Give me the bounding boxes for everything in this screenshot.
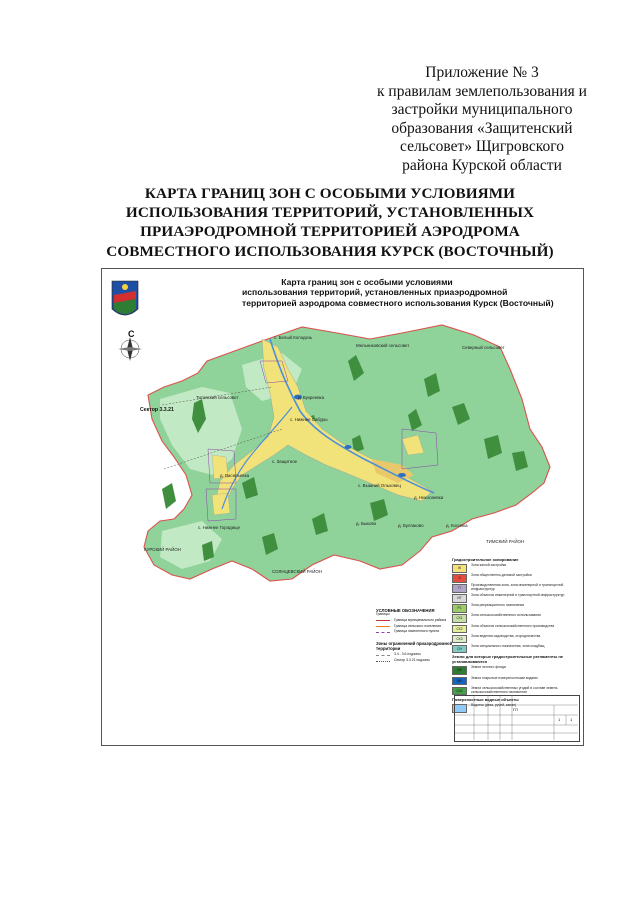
label-bulgakovo: д. Булгаково bbox=[398, 523, 424, 528]
legend-item-text: Земли лесного фонда bbox=[471, 665, 506, 670]
document-title-line-2: ИСПОЛЬЗОВАНИЯ ТЕРРИТОРИЙ, УСТАНОВЛЕННЫХ bbox=[125, 204, 535, 222]
label-bukreevka: д. Букреевка bbox=[298, 395, 325, 400]
legend-item bbox=[452, 677, 572, 686]
appendix-line-2: к правилам землепользования и bbox=[377, 82, 587, 100]
legend-item-text: Зона сельскохозяйственного использования bbox=[471, 613, 541, 618]
legend-item-text: Зона общественно-деловой застройки bbox=[471, 573, 532, 578]
label-vyshnii-olkhovets: с. Вышний Ольховец bbox=[358, 483, 401, 488]
legend-swatch: СХ4 bbox=[452, 687, 467, 696]
legend-left-zone-text: Сектор 3.3.21 подзоны bbox=[394, 658, 430, 663]
legend-left-item-text: Граница населенного пункта bbox=[394, 629, 439, 634]
legend-left-item bbox=[376, 619, 458, 623]
legend-left-item bbox=[376, 630, 458, 634]
coat-of-arms-icon bbox=[112, 281, 138, 315]
legend-item-text: Зона рекреационного назначения bbox=[471, 603, 525, 608]
legend-left-subheading: Границы bbox=[376, 612, 390, 616]
legend-swatch: Ж bbox=[452, 564, 467, 573]
legend-zones-heading: Зоны ограничений приаэродромной территории bbox=[376, 641, 453, 651]
document-title-line-1: КАРТА ГРАНИЦ ЗОН С ОСОБЫМИ УСЛОВИЯМИ bbox=[144, 185, 516, 202]
legend-left bbox=[376, 608, 458, 665]
legend-item bbox=[452, 614, 572, 623]
legend-swatch: ВФ bbox=[452, 677, 467, 686]
label-timsky-raion: ТИМСКИЙ РАЙОН bbox=[486, 539, 525, 544]
north-letter: С bbox=[128, 329, 135, 339]
legend-left-zone-text: 3.4 - 3.6 подзоны bbox=[394, 652, 421, 657]
legend-item bbox=[452, 687, 572, 696]
legend-left-item bbox=[376, 625, 458, 629]
map-title-line-3: территорией аэродрома совместного использования Курск (Восточный) bbox=[242, 297, 554, 308]
legend-swatch: ИТ bbox=[452, 594, 467, 603]
appendix-line-5: сельсовет» Щигровского bbox=[400, 138, 564, 156]
legend-line-swatch bbox=[376, 661, 390, 662]
appendix-line-4: образования «Защитенский bbox=[391, 119, 573, 137]
legend-item bbox=[452, 666, 572, 675]
legend-swatch: СН bbox=[452, 645, 467, 654]
legend-item bbox=[452, 635, 572, 644]
appendix-line-1: Приложение № 3 bbox=[425, 64, 539, 81]
legend-right-items bbox=[452, 564, 572, 653]
label-nizhnie-saburi: с. Нижние Сабуры bbox=[290, 417, 328, 422]
stamp-sheet-num: 1 bbox=[558, 717, 561, 722]
legend-item bbox=[452, 604, 572, 613]
legend-swatch: СХ2 bbox=[452, 625, 467, 634]
legend-item bbox=[452, 584, 572, 593]
legend-right-heading: Градостроительное зонирование bbox=[452, 557, 519, 562]
legend-item-text: Зона ведения садоводства, огородничества bbox=[471, 633, 541, 638]
appendix-line-6: района Курской области bbox=[402, 156, 562, 174]
legend-right bbox=[452, 555, 572, 714]
legend-line-swatch bbox=[376, 632, 390, 633]
label-belyi-kolodez: с. Белый Колодезь bbox=[274, 335, 313, 340]
legend-swatch: ЛФ bbox=[452, 666, 467, 675]
map-title-line-2: использования территорий, установленных приаэродромной bbox=[242, 287, 508, 298]
label-solntsevsky-raion: СОЛНЦЕВСКИЙ РАЙОН bbox=[272, 569, 323, 574]
legend-line-swatch bbox=[376, 655, 390, 656]
compass-icon bbox=[118, 337, 142, 361]
map-title bbox=[242, 277, 554, 308]
appendix-block bbox=[368, 64, 596, 176]
legend-item bbox=[452, 594, 572, 603]
legend-line-swatch bbox=[376, 620, 390, 621]
label-nikolaevka: д. Николаевка bbox=[414, 495, 444, 500]
legend-swatch: СХ3 bbox=[452, 635, 467, 644]
document-title-line-3: ПРИАЭРОДРОМНОЙ ТЕРРИТОРИЕЙ АЭРОДРОМА bbox=[140, 223, 520, 241]
legend-line-swatch bbox=[376, 626, 390, 627]
legend-right-heading-2: Земли для которых градостроительные регламенты не устанавливаются bbox=[452, 654, 563, 664]
legend-left-zone bbox=[376, 659, 458, 663]
stamp-sheet-code: ГП bbox=[513, 707, 519, 712]
legend-item-text: Зона объектов инженерной и транспортной инфраструктур bbox=[471, 593, 565, 598]
legend-left-item-text: Граница муниципального района bbox=[394, 617, 447, 622]
label-vasilyevka: д. Васильевка bbox=[220, 473, 250, 478]
map-sheet bbox=[101, 268, 584, 746]
stamp-sheets-total: 1 bbox=[570, 717, 573, 722]
label-nizhnee-gorodishche: с. Нижнее Городище bbox=[198, 525, 241, 530]
document-title-line-4: СОВМЕСТНОГО ИСПОЛЬЗОВАНИЯ КУРСК (ВОСТОЧНЫЙ) bbox=[106, 242, 554, 260]
legend-swatch: Р1 bbox=[452, 604, 467, 613]
legend-swatch: О bbox=[452, 574, 467, 583]
legend-item-text: Зона жилой застройки bbox=[471, 563, 507, 567]
legend-item bbox=[452, 625, 572, 634]
legend-item bbox=[452, 564, 572, 573]
legend-item-text: Земли сельскохозяйственных угодий в составе земель сельскохозяйственного назначения bbox=[471, 685, 558, 694]
label-severny: Северный сельсовет bbox=[462, 345, 505, 350]
legend-item-text: Производственная зона, зона инженерной и транспортной инфраструктур bbox=[471, 583, 564, 592]
label-kursky-raion: КУРСКИЙ РАЙОН bbox=[144, 547, 181, 552]
label-kosinka: д. Косинка bbox=[446, 523, 468, 528]
legend-item-text: Зона объектов сельскохозяйственного производства bbox=[471, 623, 555, 628]
legend-swatch: П bbox=[452, 584, 467, 593]
sector-label: Сектор 3.3.21 bbox=[140, 407, 174, 413]
document-title bbox=[60, 184, 600, 261]
legend-item bbox=[452, 645, 572, 654]
legend-swatch: СХ1 bbox=[452, 614, 467, 623]
map-title-line-1: Карта границ зон с особыми условиями bbox=[281, 277, 453, 287]
legend-item-text: Земли покрытые поверхностными водами bbox=[471, 675, 538, 680]
legend-right-heading-3: Поверхностные водные объекты bbox=[452, 697, 519, 703]
legend-item-text: Зона специального назначения, зона кладбищ bbox=[471, 643, 545, 648]
legend-right-items-2 bbox=[452, 666, 572, 695]
legend-left-zone bbox=[376, 653, 458, 657]
legend-left-item-text: Граница сельского поселения bbox=[394, 623, 441, 628]
label-titovsky: Титовский сельсовет bbox=[196, 395, 239, 400]
appendix-line-3: застройки муниципального bbox=[391, 101, 573, 119]
legend-left-heading: УСЛОВНЫЕ ОБОЗНАЧЕНИЯ bbox=[376, 608, 435, 613]
legend-item-text: Водоток (река, ручей, канал) bbox=[471, 703, 517, 708]
title-block-stamp bbox=[454, 695, 580, 742]
label-zashchitnoe: с. Защитное bbox=[272, 459, 298, 464]
label-bykovo: д. Быково bbox=[356, 521, 377, 526]
legend-item bbox=[452, 574, 572, 583]
label-melnikovsky: Мельниковский сельсовет bbox=[356, 343, 410, 348]
